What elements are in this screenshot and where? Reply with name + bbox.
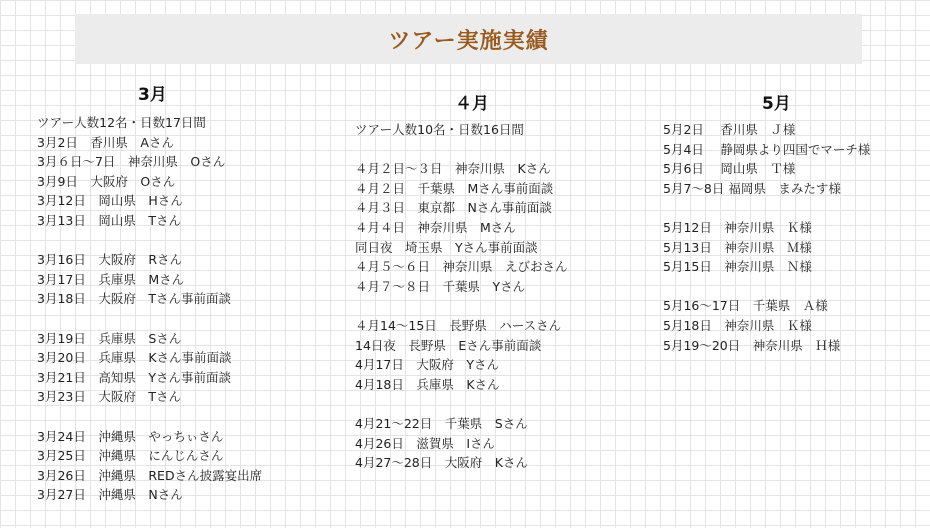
tour-record-line: 5月12日 神奈川県 Ｋ様 [663, 219, 812, 235]
tour-record-line: 3月23日 大阪府 Tさん [37, 389, 181, 405]
tour-record-line: 3月13日 岡山県 Tさん [37, 212, 181, 228]
page-title: ツアー実施実績 [388, 27, 549, 54]
tour-record-line: ４月14～15日 長野県 ハースさん [355, 317, 562, 333]
month-heading-may: 5月 [762, 94, 791, 114]
blank-line [37, 407, 262, 427]
tour-record-line: 3月27日 沖縄県 Nさん [37, 487, 183, 503]
tour-record-line: 3月20日 兵庫県 Kさん事前面談 [37, 350, 232, 366]
tour-record-line: 3月24日 沖縄県 やっちぃさん [37, 428, 224, 444]
tour-record-line: ４月２日 千葉県 Mさん事前面談 [355, 180, 554, 196]
tour-record-line: 4月27～28日 大阪府 Kさん [355, 455, 528, 471]
tour-record-line: 3月25日 沖縄県 にんじんさん [37, 448, 224, 464]
tour-record-line: 3月9日 大阪府 Oさん [37, 173, 176, 189]
tour-record-line: 5月7～8日 福岡県 まみたす様 [663, 180, 841, 196]
blank-line [355, 296, 568, 316]
tour-record-line: 5月6日 岡山県 Ｔ様 [663, 161, 796, 177]
tour-record-line: 5月19～20日 神奈川県 Ｈ様 [663, 337, 841, 353]
blank-line [663, 277, 870, 297]
tour-record-line: 3月19日 兵庫県 Sさん [37, 330, 182, 346]
tour-record-line: 4月21～22日 千葉県 Sさん [355, 415, 528, 431]
tour-record-line: ４月５～６日 神奈川県 えびおさん [355, 259, 568, 275]
tour-record-line: 4月26日 滋賀県 Iさん [355, 435, 496, 451]
april-record-list [355, 120, 568, 473]
tour-record-line: 5月2日 香川県 Ｊ様 [663, 122, 796, 137]
tour-record-line: ４月２日～３日 神奈川県 Kさん [355, 161, 551, 177]
tour-record-line: 5月18日 神奈川県 Ｋ様 [663, 317, 812, 333]
month-heading-march: 3月 [138, 85, 167, 105]
tour-record-line: 5月15日 神奈川県 Ｎ様 [663, 259, 812, 275]
tour-record-line: 3月18日 大阪府 Tさん事前面談 [37, 291, 231, 307]
tour-record-line: ツアー人数10名・日数16日間 [355, 122, 524, 137]
tour-record-line: 3月21日 高知県 Yさん事前面談 [37, 369, 231, 385]
blank-line [37, 309, 262, 329]
tour-record-line: 3月12日 岡山県 Hさん [37, 193, 183, 209]
tour-record-line: 3月2日 香川県 Aさん [37, 134, 174, 150]
tour-record-line: 3月17日 兵庫県 Mさん [37, 271, 185, 287]
tour-record-line: 3月26日 沖縄県 REDさん披露宴出席 [37, 467, 263, 483]
tour-record-line: ４月３日 東京都 Nさん事前面談 [355, 200, 552, 216]
blank-line [355, 394, 568, 414]
title-banner [75, 14, 862, 64]
tour-record-line: 3月６日～7日 神奈川県 Oさん [37, 154, 226, 170]
tour-record-line: ４月７～８日 千葉県 Yさん [355, 278, 526, 294]
tour-record-line: 4月17日 大阪府 Yさん [355, 357, 499, 373]
tour-record-line: ４月４日 神奈川県 Mさん [355, 219, 516, 235]
may-record-list [663, 120, 870, 355]
month-heading-april: ４月 [455, 94, 489, 114]
tour-record-line: 5月4日 静岡県より四国でマーチ様 [663, 141, 871, 157]
blank-line [663, 198, 870, 218]
tour-record-line: 3月16日 大阪府 Rさん [37, 252, 183, 268]
march-record-list [37, 113, 262, 505]
blank-line [355, 140, 568, 160]
tour-record-line: 5月13日 神奈川県 Ｍ様 [663, 239, 812, 255]
tour-record-line: 同日夜 埼玉県 Yさん事前面談 [355, 239, 538, 255]
blank-line [37, 231, 262, 251]
tour-record-line: ツアー人数12名・日数17日間 [37, 115, 206, 130]
tour-record-line: 14日夜 長野県 Eさん事前面談 [355, 337, 542, 353]
tour-record-line: 5月16～17日 千葉県 Ａ様 [663, 298, 828, 314]
tour-record-line: 4月18日 兵庫県 Kさん [355, 376, 500, 392]
